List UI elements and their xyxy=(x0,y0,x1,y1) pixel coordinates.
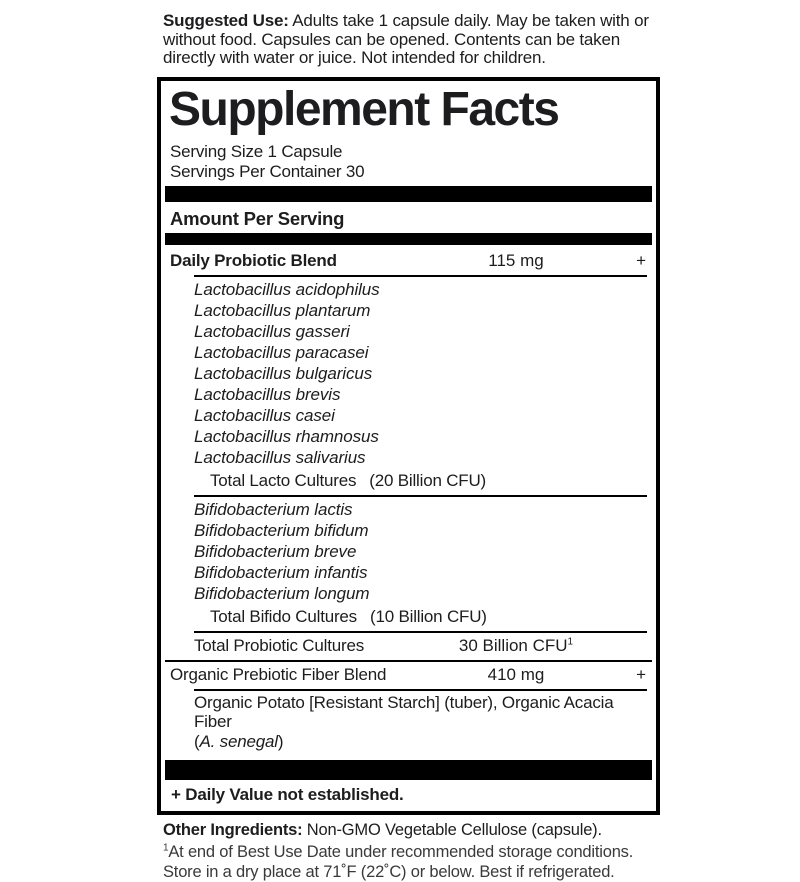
species-item: Lactobacillus plantarum xyxy=(194,300,371,320)
section-divider-bar xyxy=(165,760,652,780)
daily-value-note: + Daily Value not established. xyxy=(171,785,404,804)
species-item: Lactobacillus acidophilus xyxy=(194,279,380,299)
total-probiotic-label: Total Probiotic Cultures xyxy=(194,635,364,655)
serving-size: Serving Size 1 Capsule xyxy=(170,141,343,161)
storage-footnote xyxy=(163,843,660,882)
suggested-use-text: Adults take 1 capsule daily. May be taken with or without food. Capsules can be opened. Contents can be taken directly with water or juice. Not intended for children. xyxy=(163,11,649,67)
amount-per-serving-heading: Amount Per Serving xyxy=(170,207,345,229)
species-item: Lactobacillus salivarius xyxy=(194,447,366,467)
lacto-total-row xyxy=(170,468,647,495)
daily-value-symbol: + xyxy=(636,250,646,270)
prebiotic-ingredients-line1: Organic Potato [Resistant Starch] (tuber), Organic Acacia Fiber xyxy=(194,692,614,731)
panel-title: Supplement Facts xyxy=(169,82,559,136)
supplement-label-page xyxy=(157,0,660,882)
bifido-total-row xyxy=(170,604,647,631)
species-item: Lactobacillus gasseri xyxy=(194,321,350,341)
storage-footnote-line2: Store in a dry place at 71˚F (22˚C) or below. Best if refrigerated. xyxy=(163,862,615,881)
total-probiotic-row xyxy=(170,633,647,660)
row-divider xyxy=(194,495,647,497)
supplement-facts-panel xyxy=(157,77,660,816)
suggested-use xyxy=(163,12,660,68)
species-item: Lactobacillus rhamnosus xyxy=(194,426,379,446)
species-item: Lactobacillus casei xyxy=(194,405,335,425)
section-divider-bar xyxy=(165,186,652,202)
section-divider-bar xyxy=(165,233,652,245)
probiotic-blend-amount: 115 mg xyxy=(488,250,544,270)
bifido-species-list xyxy=(170,499,647,604)
suggested-use-label: Suggested Use: xyxy=(163,11,289,30)
daily-value-symbol: + xyxy=(636,664,646,684)
prebiotic-blend-row xyxy=(170,662,647,689)
bifido-total-amount: (10 Billion CFU) xyxy=(369,606,487,626)
lacto-total-amount: (20 Billion CFU) xyxy=(369,470,487,490)
prebiotic-species-name: A. senegal xyxy=(199,731,278,751)
species-item: Lactobacillus bulgaricus xyxy=(194,363,373,383)
other-ingredients-label: Other Ingredients: xyxy=(163,821,303,839)
servings-per-container: Servings Per Container 30 xyxy=(170,161,365,181)
bifido-total-label: Total Bifido Cultures xyxy=(210,606,357,626)
row-divider xyxy=(194,275,647,277)
prebiotic-ingredients: Organic Potato [Resistant Starch] (tuber), Organic Acacia Fiber (A. senegal) xyxy=(194,692,614,751)
species-item: Lactobacillus paracasei xyxy=(194,342,369,362)
other-ingredients-text: Non-GMO Vegetable Cellulose (capsule). xyxy=(302,821,602,839)
prebiotic-blend-name: Organic Prebiotic Fiber Blend xyxy=(170,664,387,684)
species-item: Bifidobacterium longum xyxy=(194,583,370,603)
species-item: Bifidobacterium lactis xyxy=(194,499,353,519)
footnote-superscript: 1 xyxy=(567,635,574,647)
species-item: Bifidobacterium breve xyxy=(194,541,357,561)
other-ingredients xyxy=(163,821,660,840)
species-item: Lactobacillus brevis xyxy=(194,384,341,404)
total-probiotic-amount: 30 Billion CFU$^1$ xyxy=(458,635,574,655)
label-footer xyxy=(163,821,660,882)
storage-footnote-line1: At end of Best Use Date under recommended storage conditions. xyxy=(168,843,634,861)
prebiotic-blend-amount: 410 mg xyxy=(487,664,545,684)
species-item: Bifidobacterium infantis xyxy=(194,562,368,582)
species-item: Bifidobacterium bifidum xyxy=(194,520,369,540)
probiotic-blend-row xyxy=(170,248,647,275)
lacto-total-label: Total Lacto Cultures xyxy=(210,470,357,490)
footnote-superscript: 1 xyxy=(163,842,169,854)
lacto-species-list xyxy=(170,279,647,468)
probiotic-blend-name: Daily Probiotic Blend xyxy=(170,250,337,270)
